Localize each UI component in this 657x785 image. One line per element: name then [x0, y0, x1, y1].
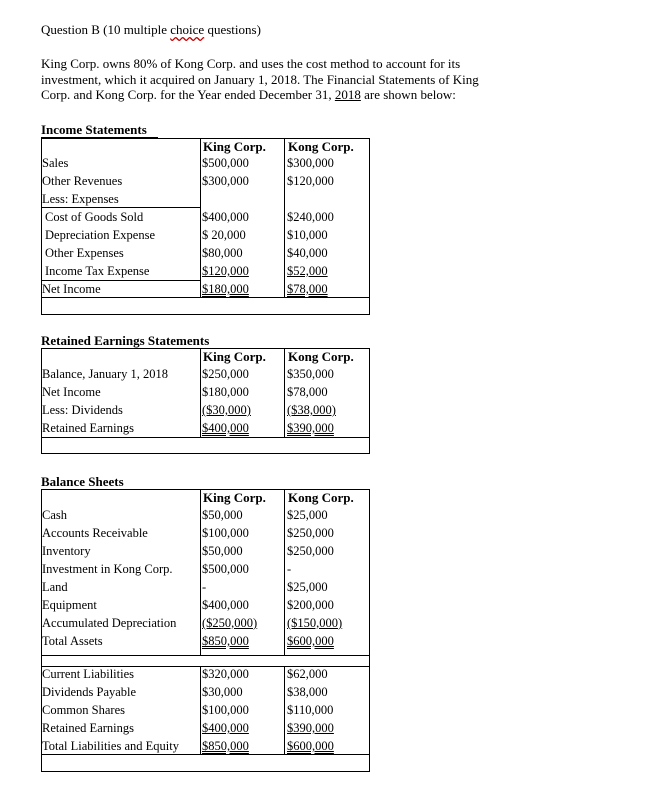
asset-row-king-value: $500,000: [202, 562, 249, 576]
asset-row-kong-value: $250,000: [287, 526, 334, 540]
liability-row-kong-value: $390,000: [287, 721, 334, 735]
liability-row-label: Retained Earnings: [42, 721, 134, 735]
retained-earnings-title: Retained Earnings Statements: [41, 333, 210, 348]
liability-row-kong-value: $600,000: [287, 739, 334, 753]
retained-row-label: Retained Earnings: [42, 421, 134, 435]
retained-row-kong-value: $78,000: [287, 385, 328, 399]
liability-row-king-value: $850,000: [202, 739, 249, 753]
liability-row-kong-value: $110,000: [287, 703, 334, 717]
liability-row-kong-value: $38,000: [287, 685, 328, 699]
income-row-label: Other Expenses: [45, 246, 124, 260]
asset-row-king-value: $100,000: [202, 526, 249, 540]
income-row-kong-value: $40,000: [287, 246, 328, 260]
asset-row-label: Inventory: [42, 544, 91, 558]
question-title-prefix: Question B (10 multiple: [41, 22, 171, 37]
income-row-label: Cost of Goods Sold: [45, 210, 144, 224]
liability-row-label: Dividends Payable: [42, 685, 137, 699]
asset-row-king-value: $50,000: [202, 544, 243, 558]
asset-row-king-value: $850,000: [202, 634, 249, 648]
asset-row-kong-value: $25,000: [287, 580, 328, 594]
liability-row-label: Total Liabilities and Equity: [42, 739, 179, 753]
asset-row-label: Accumulated Depreciation: [42, 616, 177, 630]
asset-row-label: Land: [42, 580, 68, 594]
liability-row-kong-value: $62,000: [287, 667, 328, 681]
income-row-kong-value: $52,000: [287, 264, 328, 278]
asset-row-king-value: $400,000: [202, 598, 249, 612]
liability-row-label: Common Shares: [42, 703, 125, 717]
liability-row-king-value: $320,000: [202, 667, 249, 681]
retained-row-king-value: ($30,000): [202, 403, 251, 417]
income-row-kong-value: $240,000: [287, 210, 334, 224]
intro-line-1: King Corp. owns 80% of Kong Corp. and uses the cost method to account for its: [41, 56, 461, 71]
asset-row-king-value: $50,000: [202, 508, 243, 522]
income-row-king-value: $400,000: [202, 210, 249, 224]
asset-row-label: Accounts Receivable: [42, 526, 148, 540]
retained-row-label: Net Income: [42, 385, 101, 399]
retained-row-kong-value: ($38,000): [287, 403, 336, 417]
question-heading: [41, 22, 261, 38]
asset-row-label: Equipment: [42, 598, 97, 612]
question-title-choice: choice: [170, 22, 205, 37]
income-row-king-value: $80,000: [202, 246, 243, 260]
asset-row-kong-value: $25,000: [287, 508, 328, 522]
balance-col-king: King Corp.: [203, 490, 266, 505]
income-row-kong-value: $10,000: [287, 228, 328, 242]
retained-row-label: Balance, January 1, 2018: [42, 367, 169, 381]
income-row-kong-value: $300,000: [287, 156, 334, 170]
question-title-suffix: questions): [204, 22, 261, 37]
asset-row-kong-value: -: [287, 562, 292, 576]
asset-row-kong-value: $250,000: [287, 544, 334, 558]
income-row-label: Other Revenues: [42, 174, 123, 188]
asset-row-king-value: ($250,000): [202, 616, 258, 630]
income-row-king-value: $500,000: [202, 156, 249, 170]
retained-row-kong-value: $350,000: [287, 367, 334, 381]
income-row-king-value: $120,000: [202, 264, 249, 278]
retained-col-kong: Kong Corp.: [288, 349, 354, 364]
intro-paragraph: [41, 56, 541, 103]
asset-row-king-value: -: [202, 580, 207, 594]
income-row-kong-value: $120,000: [287, 174, 334, 188]
retained-col-king: King Corp.: [203, 349, 266, 364]
income-row-king-value: $300,000: [202, 174, 249, 188]
retained-row-king-value: $400,000: [202, 421, 249, 435]
retained-row-king-value: $250,000: [202, 367, 249, 381]
income-statements-title: Income Statements: [41, 122, 147, 137]
income-row-label: Less: Expenses: [42, 192, 119, 206]
retained-row-kong-value: $390,000: [287, 421, 334, 435]
liability-row-king-value: $400,000: [202, 721, 249, 735]
income-row-label: Sales: [42, 156, 69, 170]
income-row-label: Income Tax Expense: [45, 264, 150, 278]
asset-row-label: Investment in Kong Corp.: [42, 562, 173, 576]
income-row-label: Net Income: [42, 282, 101, 296]
balance-sheets-title: Balance Sheets: [41, 474, 124, 489]
asset-row-label: Cash: [42, 508, 67, 522]
balance-col-kong: Kong Corp.: [288, 490, 354, 505]
asset-row-label: Total Assets: [42, 634, 103, 648]
income-col-kong: Kong Corp.: [288, 139, 354, 154]
liability-row-king-value: $30,000: [202, 685, 243, 699]
income-col-king: King Corp.: [203, 139, 266, 154]
income-row-king-value: $180,000: [202, 282, 249, 296]
intro-line-2: investment, which it acquired on January 1, 2018. The Financial Statements of King: [41, 71, 479, 87]
liability-row-king-value: $100,000: [202, 703, 249, 717]
income-row-king-value: $ 20,000: [202, 228, 246, 242]
retained-row-label: Less: Dividends: [42, 403, 123, 417]
income-row-label: Depreciation Expense: [45, 228, 156, 242]
asset-row-kong-value: ($150,000): [287, 616, 343, 630]
asset-row-kong-value: $600,000: [287, 634, 334, 648]
retained-row-king-value: $180,000: [202, 385, 249, 399]
asset-row-kong-value: $200,000: [287, 598, 334, 612]
liability-row-label: Current Liabilities: [42, 667, 134, 681]
intro-line-3: Corp. and Kong Corp. for the Year ended December 31, 2018 are shown below:: [41, 87, 456, 102]
income-row-kong-value: $78,000: [287, 282, 328, 296]
